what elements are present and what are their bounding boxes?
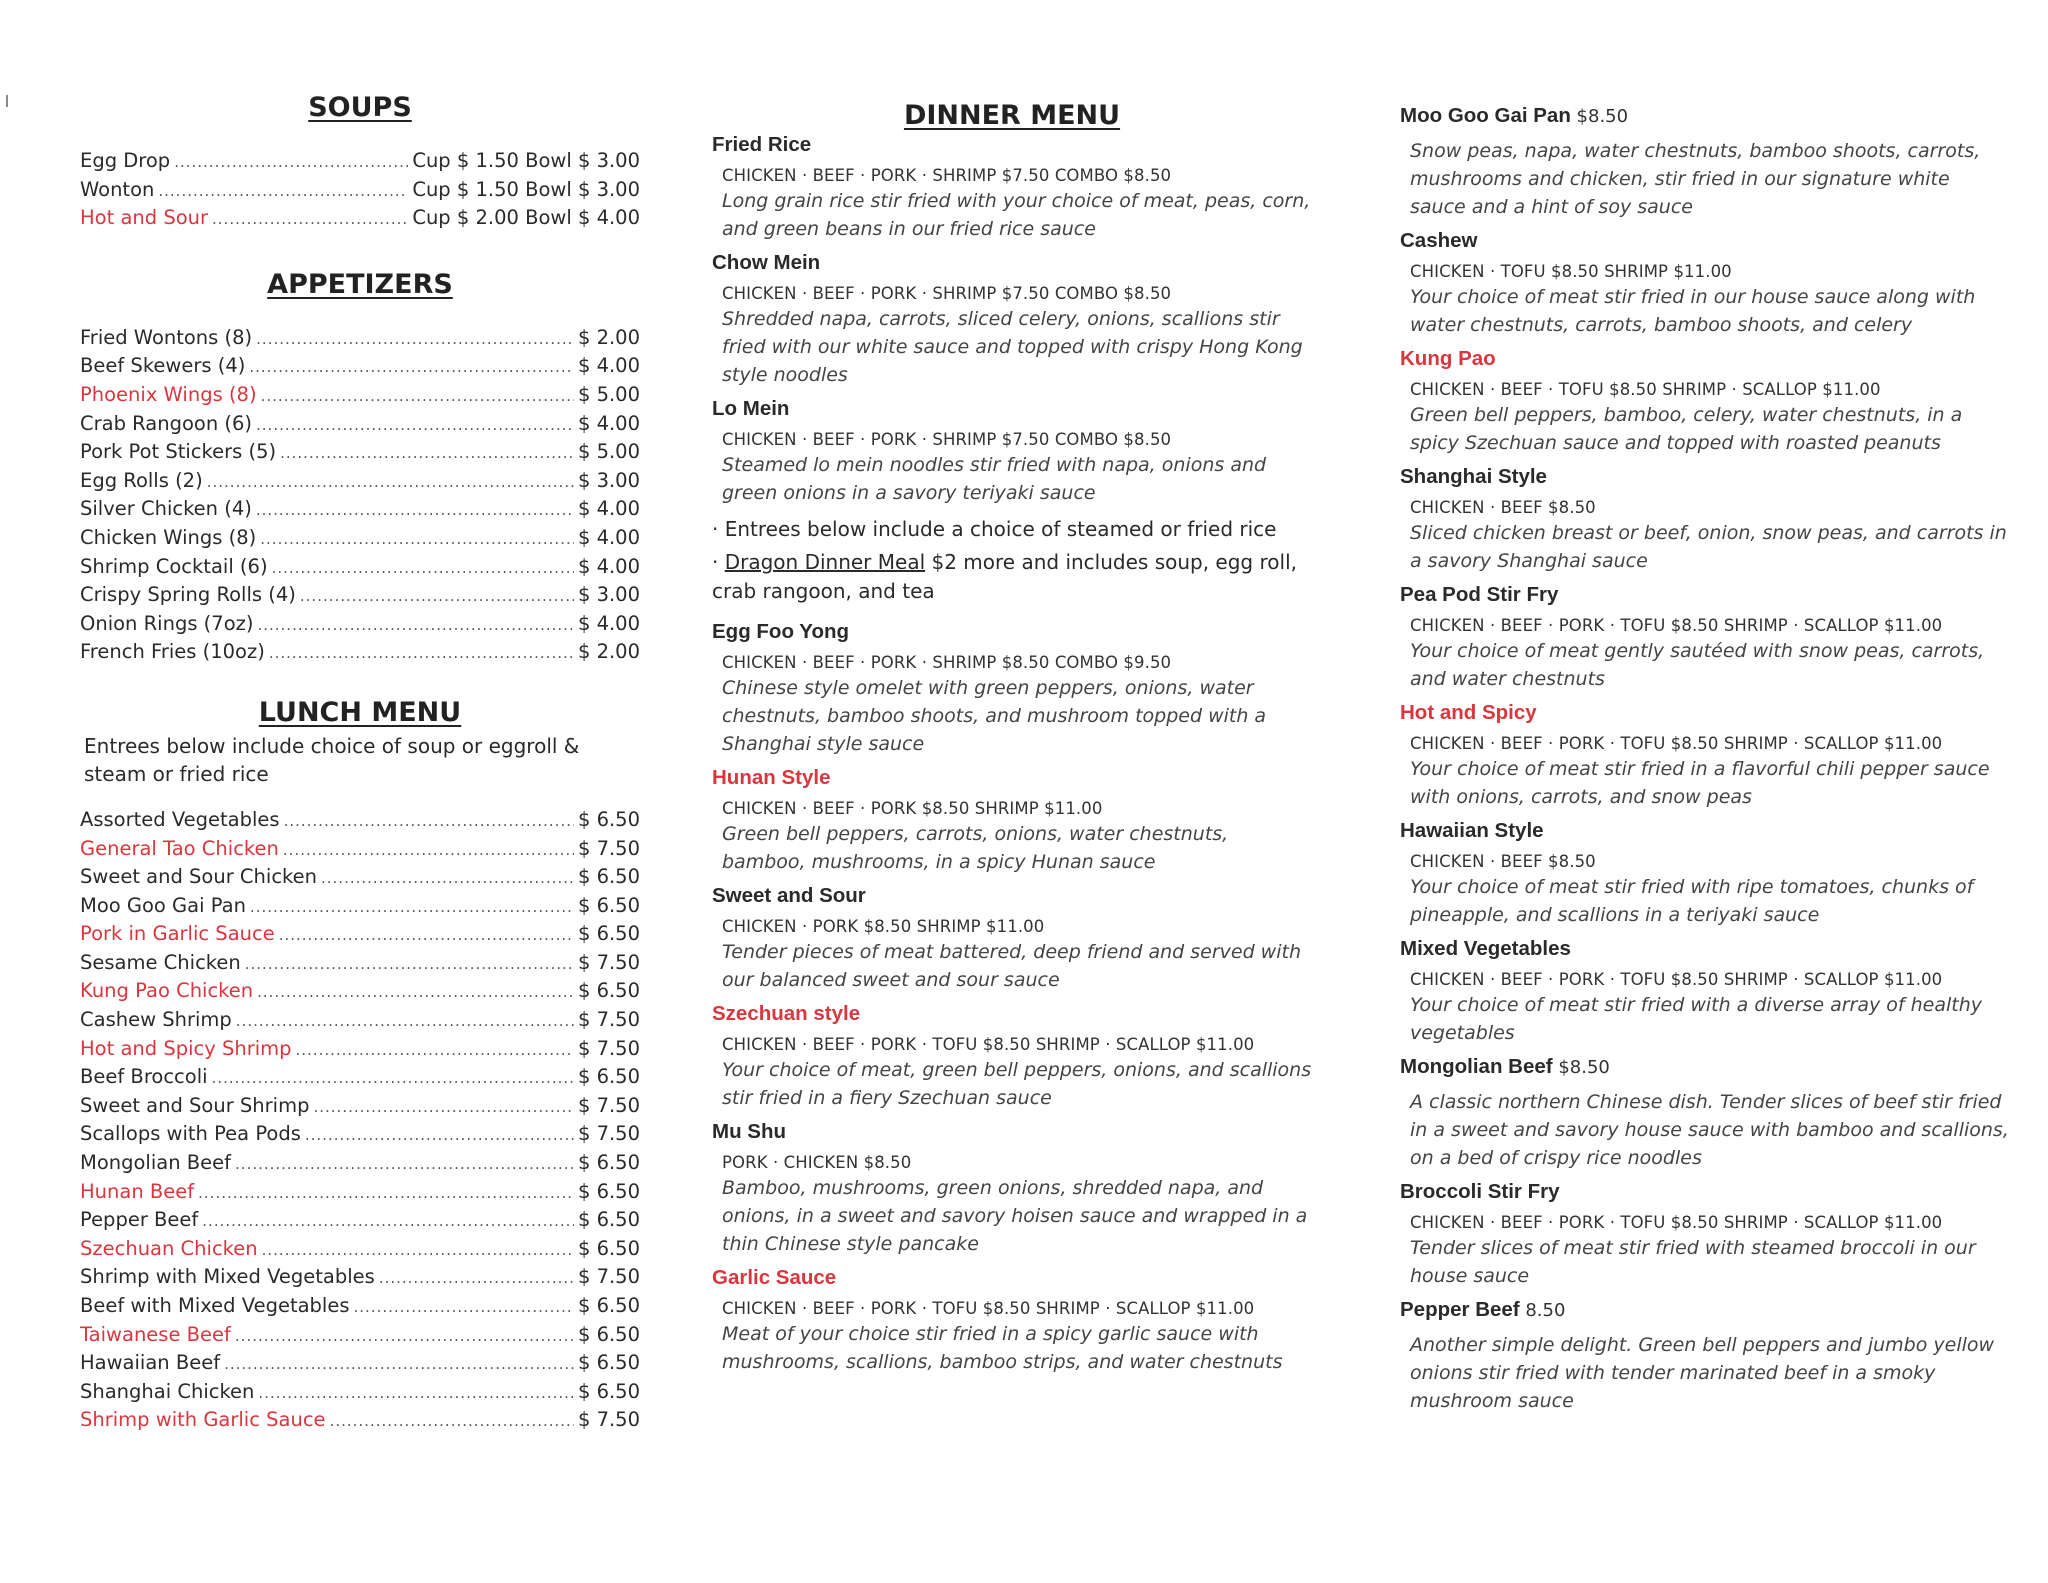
menu-item-name: Hunan Beef [80,1179,195,1203]
dot-leader [212,1064,574,1093]
menu-item-name: Silver Chicken (4) [80,497,252,521]
menu-item-price: $ 7.50 [577,1265,640,1289]
dish-heading [712,1266,1312,1290]
dot-leader [249,353,574,382]
dot-leader [284,807,574,836]
dish-name: Moo Goo Gai Pan [1400,104,1571,127]
menu-item-name: Beef Skewers (4) [80,354,246,378]
menu-item-row [80,204,640,233]
dish-name: Garlic Sauce [712,1266,837,1289]
menu-item-row [80,1063,640,1092]
dish-name: Szechuan style [712,1002,861,1025]
dish-heading [1400,104,2010,128]
dot-leader [272,554,574,583]
dish-options: CHICKEN · BEEF $8.50 [1410,852,1596,871]
dish-description: Green bell peppers, bamboo, celery, water chestnuts, in a spicy Szechuan sauce and topped with roasted peanuts [1410,404,1963,454]
menu-item-price: $ 6.50 [577,893,640,917]
menu-item-price: $ 6.50 [577,1351,640,1375]
dish-entry [712,1120,1312,1258]
menu-item-price: $ 6.50 [577,1379,640,1403]
menu-item-name: Assorted Vegetables [80,807,280,831]
dish-description: Your choice of meat stir fried in our house sauce along with water chestnuts, carrots, bamboo shoots, and celery [1410,286,1976,336]
dish-options: CHICKEN · BEEF · PORK · SHRIMP $8.50 COMBO $9.50 [722,653,1172,672]
appetizers-list [80,324,640,667]
menu-item-row [80,381,640,410]
menu-item-price: $ 4.00 [577,611,640,635]
left-column [80,92,640,1435]
dish-description: Shredded napa, carrots, sliced celery, onions, scallions stir fried with our white sauce and topped with crispy Hong Kong style noodles [722,308,1303,386]
dish-name: Broccoli Stir Fry [1400,1180,1560,1203]
menu-item-row [80,1178,640,1207]
dish-heading [1400,347,2010,371]
dot-leader [235,1150,574,1179]
dish-entry [712,884,1312,994]
menu-item-row [80,352,640,381]
dish-heading [712,884,1312,908]
dish-heading [712,397,1312,421]
dish-description: Another simple delight. Green bell peppers and jumbo yellow onions stir fried with tender marinated beef in a smoky mushroom sauce [1410,1334,1995,1412]
menu-item-row [80,1406,640,1435]
dish-entry [712,1002,1312,1112]
menu-item-name: Fried Wontons (8) [80,325,253,349]
dish-description: Tender pieces of meat battered, deep friend and served with our balanced sweet and sour sauce [722,941,1301,991]
menu-item-row [80,176,640,205]
menu-item-row [80,495,640,524]
dot-leader [354,1293,574,1322]
menu-item-price: $ 3.00 [577,583,640,607]
menu-item-name: Wonton [80,177,155,201]
dish-name: Pepper Beef [1400,1298,1520,1321]
dish-description: Your choice of meat stir fried with ripe tomatoes, chunks of pineapple, and scallions in a teriyaki sauce [1410,876,1974,926]
dish-entry [1400,104,2010,221]
menu-item-price: $ 7.50 [577,1408,640,1432]
menu-item-row [80,1206,640,1235]
dot-leader [245,950,574,979]
menu-item-price: $ 2.00 [577,325,640,349]
menu-item-name: Cashew Shrimp [80,1008,232,1032]
appetizers-title: APPETIZERS [267,268,453,300]
dot-leader [236,1007,574,1036]
dish-description: Tender slices of meat stir fried with steamed broccoli in our house sauce [1410,1237,1976,1287]
dinner-group-noodles-rice [712,133,1312,507]
menu-item-price: $ 2.00 [577,640,640,664]
dot-leader [224,1350,574,1379]
dish-name: Mu Shu [712,1120,787,1143]
dot-leader [174,148,408,177]
dish-description: Your choice of meat stir fried in a flavorful chili pepper sauce with onions, carrots, and snow peas [1410,758,1990,808]
scan-mark [6,95,8,107]
dish-options: CHICKEN · BEEF · PORK · TOFU $8.50 SHRIMP · SCALLOP $11.00 [1410,1213,1943,1232]
menu-item-name: Taiwanese Beef [80,1322,231,1346]
menu-item-name: Egg Drop [80,149,171,172]
dish-options: CHICKEN · BEEF · TOFU $8.50 SHRIMP · SCALLOP $11.00 [1410,380,1881,399]
dish-name: Pea Pod Stir Fry [1400,583,1559,606]
dish-description: Bamboo, mushrooms, green onions, shredded napa, and onions, in a sweet and savory hoisen sauce and wrapped in a thin Chinese style pancake [722,1177,1308,1255]
menu-item-row [80,863,640,892]
dish-options: CHICKEN · BEEF · PORK · TOFU $8.50 SHRIMP · SCALLOP $11.00 [1410,616,1943,635]
menu-item-row [80,1149,640,1178]
menu-item-name: Sweet and Sour Chicken [80,865,317,889]
dish-heading [712,1120,1312,1144]
dish-entry [1400,819,2010,929]
menu-item-price: $ 7.50 [577,1093,640,1117]
menu-item-price: $ 6.50 [577,865,640,889]
dish-entry [1400,1055,2010,1172]
menu-item-row [80,806,640,835]
menu-item-price: $ 7.50 [577,950,640,974]
menu-item-name: Hot and Sour [80,206,209,230]
menu-item-name: Beef with Mixed Vegetables [80,1294,350,1317]
soups-list [80,147,640,233]
dot-leader [305,1121,574,1150]
dish-name: Mongolian Beef [1400,1055,1553,1078]
dot-leader [256,496,574,525]
menu-item-row [80,892,640,921]
menu-item-price: $ 6.50 [577,922,640,946]
menu-item-name: Pepper Beef [80,1208,199,1232]
menu-item-price: $ 4.00 [577,554,640,578]
menu-item-row [80,1035,640,1064]
dot-leader [235,1322,574,1351]
dish-name: Kung Pao [1400,347,1496,370]
dinner-title: DINNER MENU [903,100,1121,131]
dot-leader [321,864,574,893]
menu-item-price: Cup $ 1.50 Bowl $ 3.00 [412,177,640,201]
menu-item-price: $ 5.00 [577,382,640,406]
dot-leader [280,439,574,468]
dinner-right-list [1400,104,2010,1415]
dish-options: CHICKEN · TOFU $8.50 SHRIMP $11.00 [1410,262,1732,281]
dot-leader [296,1036,574,1065]
menu-item-row [80,610,640,639]
dinner-note-rice-text: Entrees below include a choice of steamed or fried rice [724,517,1277,541]
dot-leader [202,1207,574,1236]
menu-item-name: Sweet and Sour Shrimp [80,1093,310,1117]
menu-item-row [80,1321,640,1350]
dish-heading [1400,229,2010,253]
menu-item-price: $ 5.00 [577,440,640,464]
dish-entry [712,620,1312,758]
menu-item-name: Shanghai Chicken [80,1379,255,1403]
dish-options: CHICKEN · PORK $8.50 SHRIMP $11.00 [722,917,1045,936]
dot-leader [313,1093,573,1122]
dish-entry [1400,701,2010,811]
menu-item-row [80,977,640,1006]
dish-heading [712,766,1312,790]
menu-item-price: $ 6.50 [577,1294,640,1317]
menu-item-row [80,1292,640,1321]
dish-name: Hot and Spicy [1400,701,1537,724]
menu-item-name: Chicken Wings (8) [80,525,257,549]
dish-price: $8.50 [1576,106,1629,127]
lunch-list [80,806,640,1435]
dot-leader [258,1379,574,1408]
dish-heading [1400,583,2010,607]
dish-entry [1400,1180,2010,1290]
menu-item-name: Kung Pao Chicken [80,979,254,1003]
menu-item-row [80,438,640,467]
menu-item-row [80,1006,640,1035]
dish-entry [712,766,1312,876]
menu-item-price: $ 6.50 [577,1151,640,1175]
menu-item-price: $ 7.50 [577,1122,640,1146]
menu-item-price: Cup $ 2.00 Bowl $ 4.00 [412,206,640,230]
dish-heading [1400,819,2010,843]
dish-options: PORK · CHICKEN $8.50 [722,1153,912,1172]
right-column [1400,104,2010,1423]
menu-item-price: $ 6.50 [577,1208,640,1232]
menu-item-name: Shrimp with Mixed Vegetables [80,1265,375,1289]
menu-item-price: $ 6.50 [577,1236,640,1260]
dish-options: CHICKEN · BEEF · PORK · TOFU $8.50 SHRIMP · SCALLOP $11.00 [1410,734,1943,753]
menu-item-name: Phoenix Wings (8) [80,382,257,406]
dish-description: Your choice of meat stir fried with a diverse array of healthy vegetables [1410,994,1983,1044]
dish-heading [712,251,1312,275]
dish-description: Snow peas, napa, water chestnuts, bamboo shoots, carrots, mushrooms and chicken, stir fried in our signature white sauce and a hint of soy sauce [1410,140,1981,218]
dot-leader [260,525,574,554]
dot-leader [300,582,574,611]
dot-leader [261,382,574,411]
menu-item-row [80,949,640,978]
dot-leader [257,611,574,640]
menu-item-row [80,1349,640,1378]
dish-name: Hunan Style [712,766,831,789]
menu-item-name: Hawaiian Beef [80,1351,221,1375]
dish-entry [1400,1298,2010,1415]
menu-item-price: $ 3.00 [577,468,640,492]
menu-item-row [80,1120,640,1149]
dish-heading [1400,701,2010,725]
dish-name: Hawaiian Style [1400,819,1544,842]
menu-item-row [80,467,640,496]
menu-item-name: Mongolian Beef [80,1151,232,1175]
dot-leader [256,325,574,354]
soups-title: SOUPS [308,92,412,123]
middle-column [712,100,1312,1384]
menu-item-price: $ 6.50 [577,807,640,831]
menu-item-price: $ 7.50 [577,1008,640,1032]
menu-item-row [80,638,640,667]
menu-item-price: $ 6.50 [577,1322,640,1346]
dot-leader [158,177,408,206]
dragon-dinner-meal-link[interactable]: Dragon Dinner Meal [724,550,926,574]
menu-item-price: $ 7.50 [577,836,640,860]
menu-item-row [80,1378,640,1407]
dish-price: 8.50 [1525,1300,1566,1321]
dot-leader [256,411,574,440]
menu-item-name: Crispy Spring Rolls (4) [80,583,296,607]
dish-heading [1400,937,2010,961]
dish-heading [1400,1298,2010,1322]
dish-description: Your choice of meat gently sautéed with snow peas, carrots, and water chestnuts [1410,640,1985,690]
menu-item-name: Shrimp with Garlic Sauce [80,1408,326,1432]
menu-item-name: Onion Rings (7oz) [80,611,254,635]
dish-description: Green bell peppers, carrots, onions, water chestnuts, bamboo, mushrooms, in a spicy Hunan sauce [722,823,1229,873]
dish-options: CHICKEN · BEEF · PORK · SHRIMP $7.50 COMBO $8.50 [722,430,1172,449]
dish-description: A classic northern Chinese dish. Tender slices of beef stir fried in a sweet and savory house sauce with bamboo and scallions, on a bed of crispy rice noodles [1410,1091,2009,1169]
menu-item-name: Crab Rangoon (6) [80,411,253,435]
dish-entry [1400,465,2010,575]
dot-leader [198,1179,574,1208]
menu-item-name: Shrimp Cocktail (6) [80,554,268,578]
menu-item-price: $ 4.00 [577,497,640,521]
dish-name: Egg Foo Yong [712,620,850,643]
dish-name: Shanghai Style [1400,465,1547,488]
lunch-note: Entrees below include choice of soup or eggroll & steam or fried rice [84,733,580,786]
dinner-note-dragon: · Dragon Dinner Meal $2 more and includes soup, egg roll, crab rangoon, and tea [712,550,1297,603]
dish-name: Fried Rice [712,133,812,156]
dish-entry [712,1266,1312,1376]
dot-leader [379,1264,574,1293]
menu-item-row [80,1092,640,1121]
menu-item-price: $ 7.50 [577,1036,640,1060]
dish-description: Your choice of meat, green bell peppers, onions, and scallions stir fried in a fiery Szechuan sauce [722,1059,1312,1109]
dinner-group-entrees [712,620,1312,1376]
dish-heading [712,133,1312,157]
menu-item-name: Pork Pot Stickers (5) [80,440,277,464]
menu-item-name: Beef Broccoli [80,1065,208,1089]
menu-item-name: General Tao Chicken [80,836,279,860]
menu-item-row [80,524,640,553]
menu-item-row [80,1263,640,1292]
dish-heading [712,620,1312,644]
dish-options: CHICKEN · BEEF · PORK · TOFU $8.50 SHRIMP · SCALLOP $11.00 [722,1035,1255,1054]
menu-item-price: $ 6.50 [577,979,640,1003]
menu-item-row [80,581,640,610]
dish-description: Long grain rice stir fried with your choice of meat, peas, corn, and green beans in our fried rice sauce [722,190,1311,240]
menu-item-price: $ 6.50 [577,1179,640,1203]
dot-leader [257,978,574,1007]
dish-options: CHICKEN · BEEF · PORK $8.50 SHRIMP $11.00 [722,799,1103,818]
dish-options: CHICKEN · BEEF $8.50 [1410,498,1596,517]
dish-entry [1400,583,2010,693]
menu-item-name: Szechuan Chicken [80,1236,258,1260]
menu-item-name: French Fries (10oz) [80,640,265,664]
dish-entry [712,133,1312,243]
dish-name: Lo Mein [712,397,790,420]
menu-item-name: Sesame Chicken [80,950,241,974]
menu-item-row [80,324,640,353]
menu-item-row [80,147,640,176]
menu-item-name: Moo Goo Gai Pan [80,893,246,917]
dinner-note-rice: · Entrees below include a choice of steamed or fried rice [712,517,1277,541]
dot-leader [269,639,574,668]
menu-item-price: $ 4.00 [577,354,640,378]
dish-description: Meat of your choice stir fried in a spicy garlic sauce with mushrooms, scallions, bamboo strips, and water chestnuts [722,1323,1283,1373]
dish-name: Mixed Vegetables [1400,937,1571,960]
dish-entry [712,397,1312,507]
dish-name: Chow Mein [712,251,821,274]
dish-entry [1400,347,2010,457]
dish-name: Cashew [1400,229,1478,252]
menu-item-row [80,410,640,439]
dish-options: CHICKEN · BEEF · PORK · TOFU $8.50 SHRIMP · SCALLOP $11.00 [1410,970,1943,989]
dish-heading [1400,1055,2010,1079]
dish-description: Steamed lo mein noodles stir fried with napa, onions and green onions in a savory teriyaki sauce [722,454,1267,504]
dish-entry [1400,937,2010,1047]
dinner-note-dragon-text: $2 more and includes soup, egg roll, crab rangoon, and tea [712,550,1297,603]
dot-leader [250,893,574,922]
menu-item-name: Scallops with Pea Pods [80,1122,301,1146]
menu-item-row [80,920,640,949]
dish-heading [1400,1180,2010,1204]
dot-leader [283,836,574,865]
dot-leader [212,205,408,234]
menu-item-name: Hot and Spicy Shrimp [80,1036,292,1060]
dish-description: Chinese style omelet with green peppers, onions, water chestnuts, bamboo shoots, and mushroom topped with a Shanghai style sauce [722,677,1267,755]
dish-heading [1400,465,2010,489]
dish-options: CHICKEN · BEEF · PORK · TOFU $8.50 SHRIMP · SCALLOP $11.00 [722,1299,1255,1318]
lunch-title: LUNCH MENU [258,696,462,728]
menu-item-row [80,1235,640,1264]
menu-item-price: $ 4.00 [577,411,640,435]
menu-item-price: Cup $ 1.50 Bowl $ 3.00 [412,149,640,172]
dish-heading [712,1002,1312,1026]
dish-entry [712,251,1312,389]
dish-entry [1400,229,2010,339]
menu-item-price: $ 6.50 [577,1065,640,1089]
menu-item-row [80,553,640,582]
dish-options: CHICKEN · BEEF · PORK · SHRIMP $7.50 COMBO $8.50 [722,166,1172,185]
dot-leader [279,921,574,950]
menu-item-name: Pork in Garlic Sauce [80,922,275,946]
menu-item-name: Egg Rolls (2) [80,468,203,492]
menu-item-price: $ 4.00 [577,525,640,549]
dot-leader [262,1236,574,1265]
dish-options: CHICKEN · BEEF · PORK · SHRIMP $7.50 COMBO $8.50 [722,284,1172,303]
dish-price: $8.50 [1558,1057,1610,1078]
dot-leader [330,1407,574,1436]
dish-name: Sweet and Sour [712,884,866,907]
menu-item-row [80,835,640,864]
dish-description: Sliced chicken breast or beef, onion, snow peas, and carrots in a savory Shanghai sauce [1410,522,2007,572]
dot-leader [207,468,574,497]
